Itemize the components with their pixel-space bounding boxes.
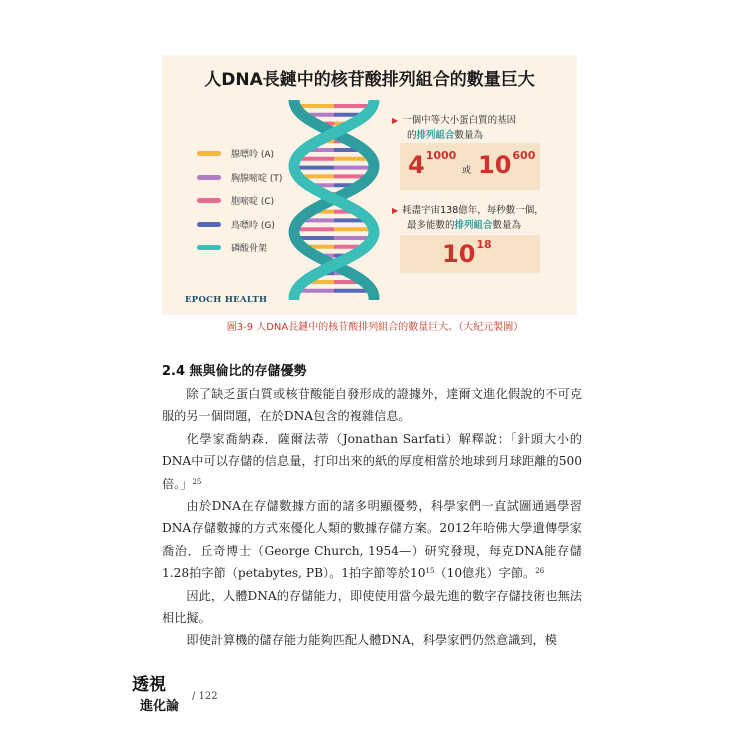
paragraph-5: 即使計算機的儲存能力能夠匹配人體DNA，科學家們仍然意識到，模 bbox=[186, 633, 557, 648]
page-number: / 122 bbox=[192, 691, 218, 702]
figure-title: 人DNA長鏈中的核苷酸排列組合的數量巨大 bbox=[204, 70, 535, 90]
note1-highlight: 排列組合 bbox=[416, 130, 455, 141]
note-universe-count bbox=[392, 203, 544, 233]
note2-line1: 耗盡宇宙138億年，每秒數一個， bbox=[402, 205, 544, 216]
legend-label: 腺嘌呤 (A) bbox=[231, 150, 275, 161]
legend-swatch-adenine bbox=[197, 151, 221, 156]
note1-line1: 一個中等大小蛋白質的基因 bbox=[402, 115, 517, 126]
legend-swatch-backbone bbox=[197, 245, 221, 250]
book-logo bbox=[130, 672, 190, 714]
paragraph-2: 化學家喬納森．薩爾法蒂（Jonathan Sarfati）解釋說：「針頭大小的DNA中可以存儲的信息量，打印出來的紙的厚度相當於地球到月球距離的500倍。」$^{25}$ bbox=[162, 431, 582, 491]
section-title: 2.4 無與倫比的存儲優勢 bbox=[162, 364, 307, 379]
value-10-power-600: $10^{600}$ bbox=[478, 149, 536, 179]
triangle-arrow-icon: ▶ bbox=[392, 116, 399, 125]
dna-helix-illustration bbox=[282, 100, 387, 300]
or-label: 或 bbox=[462, 166, 472, 176]
note1-text: 的 bbox=[407, 130, 417, 141]
note2-text: 最多能數的 bbox=[407, 220, 455, 231]
triangle-arrow-icon: ▶ bbox=[392, 206, 399, 215]
legend-item-backbone bbox=[197, 236, 282, 260]
legend-swatch-guanine bbox=[197, 222, 221, 227]
figure-caption: 圖3-9 人DNA長鏈中的核苷酸排列組合的數量巨大。（大紀元製圖） bbox=[226, 322, 524, 333]
note2-highlight: 排列組合 bbox=[454, 220, 493, 231]
book-logo-text-1: 透視 bbox=[132, 675, 166, 695]
brand-logo: EPOCH HEALTH bbox=[185, 295, 268, 305]
value-10-power-18: $10^{18}$ bbox=[442, 238, 492, 268]
legend-item-cytosine bbox=[197, 189, 282, 213]
note-protein-gene bbox=[392, 113, 516, 143]
value-box-universe bbox=[400, 235, 540, 273]
legend bbox=[197, 142, 282, 260]
helix-backbone-front bbox=[294, 100, 374, 298]
legend-swatch-cytosine bbox=[197, 198, 221, 203]
value-4-power-1000: $4^{1000}$ bbox=[408, 149, 457, 179]
note2-text: 數量為 bbox=[492, 220, 522, 231]
footnote-ref-26: 26 bbox=[535, 567, 545, 576]
paragraph-1: 除了缺乏蛋白質或核苷酸能自發形成的證據外，達爾文進化假說的不可克服的另一個問題，在於DNA包含的複雜信息。 bbox=[162, 387, 582, 424]
paragraph-3: 由於DNA在存儲數據方面的諸多明顯優勢，科學家們一直試圖通過學習DNA存儲數據的方式來優化人類的數據存儲方案。2012年哈佛大學遺傳學家喬治．丘奇博士（George Church, 1954—）研究發現，每克DNA能存儲1.28拍字節（petabytes, PB）。1拍字節等於$10^{15}(10$億兆）字節。$^{26}$ bbox=[162, 499, 582, 581]
legend-label: 鳥嘌呤 (G) bbox=[231, 220, 275, 231]
legend-swatch-thymine bbox=[197, 175, 221, 180]
legend-label: 胸腺嘧啶 (T) bbox=[231, 173, 283, 184]
book-logo-text-2: 進化論 bbox=[140, 699, 180, 714]
paragraph-4: 因此，人體DNA的存儲能力，即使使用當今最先進的數字存儲技術也無法相比擬。 bbox=[162, 588, 582, 626]
legend-item-guanine bbox=[197, 213, 282, 237]
value-box-protein bbox=[400, 143, 540, 190]
footnote-ref-25: 25 bbox=[192, 477, 202, 486]
legend-item-thymine bbox=[197, 166, 282, 190]
legend-label: 胞嘧啶 (C) bbox=[231, 197, 275, 208]
dna-infographic bbox=[162, 55, 577, 315]
body-text bbox=[162, 383, 582, 652]
legend-item-adenine bbox=[197, 142, 282, 166]
legend-label: 磷酸骨架 bbox=[231, 244, 268, 255]
note1-text: 數量為 bbox=[454, 130, 484, 141]
